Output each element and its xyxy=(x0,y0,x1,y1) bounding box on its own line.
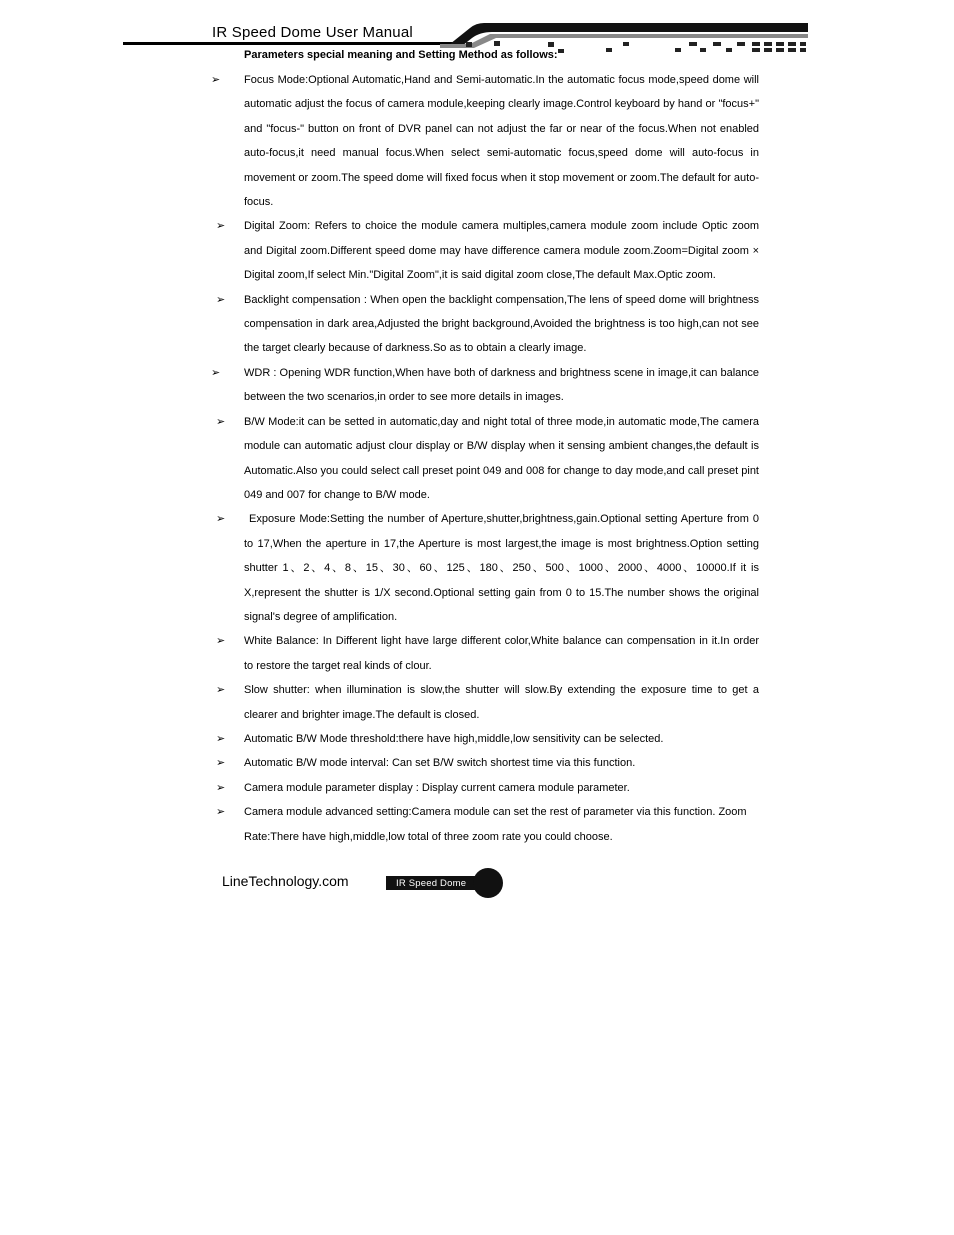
list-item-text: Backlight compensation : When open the backlight compensation,The lens of speed dome will brightness compensation in dark area,Adjusted the bright background,Avoided the brightness is too high,can not see the target clearly because of darkness.So as to obtain a clearly image. xyxy=(244,293,759,355)
arrow-bullet-icon: ➢ xyxy=(216,293,226,306)
list-item-wdr xyxy=(0,361,954,410)
list-item-text: Digital Zoom: Refers to choice the module camera multiples,camera module zoom include Optic zoom and Digital zoom.Different speed dome may have difference camera module zoom.Zoom=Digital zoom × Digital zoom,If select Min."Digital Zoom",it is said digital zoom close,The default Max.Optic zoom. xyxy=(244,220,759,282)
footer-badge-label: IR Speed Dome xyxy=(396,878,467,889)
arrow-bullet-icon: ➢ xyxy=(216,806,226,819)
arrow-bullet-icon: ➢ xyxy=(211,74,221,86)
list-item-bw-interval xyxy=(0,751,954,775)
arrow-bullet-icon: ➢ xyxy=(216,732,226,745)
list-item-bw-threshold xyxy=(0,727,954,751)
list-item-text: Exposure Mode:Setting the number of Aperture,shutter,brightness,gain.Optional setting Aperture from 0 to 17,When the aperture in 17,the Aperture is most largest,the image is most brightness.Option setting shutter 1、2、4、8、15、30、60、125、180、250、500、1000、2000、4000、10000.If it is X,represent the shutter is 1/X second.Optional setting gain from 0 to 15.The number shows the original signal's degree of amplification. xyxy=(244,513,759,623)
arrow-bullet-icon: ➢ xyxy=(216,415,226,428)
list-item-white-balance xyxy=(0,629,954,678)
arrow-bullet-icon: ➢ xyxy=(216,757,226,770)
list-item-bw-mode xyxy=(0,410,954,508)
list-item-parameter-display xyxy=(0,776,954,800)
footer-brand: LineTechnology.com xyxy=(222,873,349,889)
list-item-advanced-setting xyxy=(0,800,954,849)
arrow-bullet-icon: ➢ xyxy=(211,366,221,379)
header-title: IR Speed Dome User Manual xyxy=(212,24,413,41)
arrow-bullet-icon: ➢ xyxy=(216,781,226,794)
header-rule xyxy=(123,42,463,45)
arrow-bullet-icon: ➢ xyxy=(216,684,226,697)
section-heading: Parameters special meaning and Setting Method as follows: xyxy=(244,49,558,61)
arrow-bullet-icon: ➢ xyxy=(216,635,226,648)
list-item-backlight xyxy=(0,288,954,361)
list-item-slow-shutter xyxy=(0,678,954,727)
list-item-text: Automatic B/W mode interval: Can set B/W switch shortest time via this function. xyxy=(244,757,636,770)
list-item-text: Automatic B/W Mode threshold:there have high,middle,low sensitivity can be selected. xyxy=(244,732,664,745)
list-item-exposure-mode xyxy=(0,507,954,629)
list-item-focus-mode xyxy=(0,68,954,214)
list-item-text: White Balance: In Different light have large different color,White balance can compensation in it.In order to restore the target real kinds of clour. xyxy=(244,635,759,672)
list-item-text: WDR : Opening WDR function,When have both of darkness and brightness scene in image,it can balance between the two scenarios,in order to see more details in images. xyxy=(244,366,759,404)
list-item-text: Slow shutter: when illumination is slow,the shutter will slow.By extending the exposure time to get a clearer and brighter image.The default is closed. xyxy=(244,684,759,721)
list-item-text: Camera module parameter display : Display current camera module parameter. xyxy=(244,781,630,794)
list-item-digital-zoom xyxy=(0,214,954,287)
arrow-bullet-icon: ➢ xyxy=(216,513,226,526)
parameter-list xyxy=(0,68,954,849)
arrow-bullet-icon: ➢ xyxy=(216,220,226,233)
list-item-text: B/W Mode:it can be setted in automatic,day and night total of three mode,in automatic mode,The camera module can automatic adjust clour display or B/W display when it sensing ambient changes,the default is Automatic.Also you could select call preset point 049 and 008 for change to day mode,and call preset pint 049 and 007 for change to B/W mode. xyxy=(244,415,759,501)
list-item-text: Focus Mode:Optional Automatic,Hand and Semi-automatic.In the automatic focus mode,speed dome will automatic adjust the focus of camera module,keeping clearly image.Control keyboard by hand or "focus+" and "focus-" button on front of DVR panel can not adjust the far or near of the focus.When not enabled auto-focus,it need manual focus.When select semi-automatic focus,speed dome will auto-focus in movement or zoom.The speed dome will fixed focus when it stop movement or zoom.The default for auto-focus. xyxy=(244,74,759,209)
list-item-text: Camera module advanced setting:Camera module can set the rest of parameter via this function. Zoom Rate:There have high,middle,low total of three zoom rate you could choose. xyxy=(244,806,747,843)
